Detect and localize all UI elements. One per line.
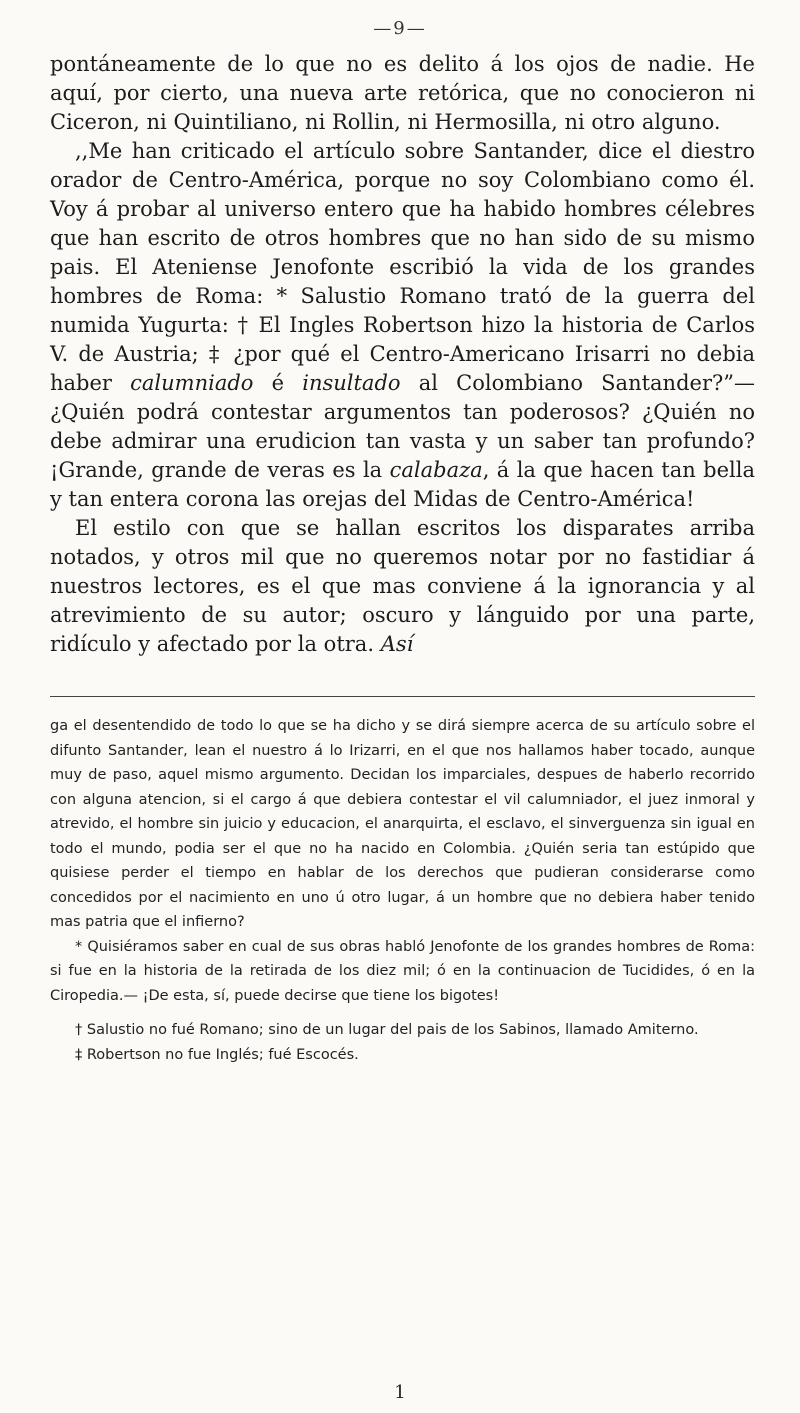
- paragraph-1: pontáneamente de lo que no es delito á los ojos de nadie. He aquí, por cierto, una nueva arte retórica, que no conocieron ni Ciceron, ni Quintiliano, ni Rollin, ni Hermosilla, ni otro alguno.: [50, 52, 755, 134]
- paragraph-3: [50, 514, 755, 659]
- paragraph-3-text: El estilo con que se hallan escritos los disparates arriba notados, y otros mil que no queremos notar por no fastidiar á nuestros lectores, es el que mas conviene á la ignorancia y al atrevimiento de su autor; oscuro y lánguido por una parte, ridículo y afectado por la otra.: [50, 516, 755, 656]
- paragraph-2-part-4: , á la que hacen tan bella y tan entera corona las orejas del Midas de Centro-América!: [50, 458, 755, 511]
- emphasis-insultado: insultado: [302, 371, 401, 395]
- footnote-asterisk: * Quisiéramos saber en cual de sus obras habló Jenofonte de los grandes hombres de Roma: si fue en la historia de la retirada de los diez mil; ó en la continuacion de Tucidides, ó en la Ciropedia.— ¡De esta, sí, puede decirse que tiene los bigotes!: [50, 938, 755, 1004]
- paragraph-2-part-2: é: [253, 371, 303, 395]
- paragraph-2-part-1: ,,Me han criticado el artículo sobre Santander, dice el diestro orador de Centro-América, porque no soy Colombiano como él. Voy á probar al universo entero que ha habido hombres célebres que han escrito de otros hombres que no han sido de su mismo pais. El Ateniense Jenofonte escribió la vida de los grandes hombres de Roma: * Salustio Romano trató de la guerra del numida Yugurta: † El Ingles Robertson hizo la historia de Carlos V. de Austria; ‡ ¿por qué el Centro-Americano Irisarri no debia haber: [50, 139, 755, 395]
- signature-mark: 1: [394, 1382, 406, 1403]
- emphasis-calumniado: calumniado: [130, 371, 254, 395]
- footnote-divider: [50, 696, 755, 697]
- footnote-continuation: ga el desentendido de todo lo que se ha dicho y se dirá siempre acerca de su artículo sobre el difunto Santander, lean el nuestro á lo Irizarri, en el que nos hallamos haber tocado, aunque muy de paso, aquel mismo argumento. Decidan los imparciales, despues de haberlo recorrido con alguna atencion, si el cargo á que debiera contestar el vil calumniador, el juez inmoral y atrevido, el hombre sin juicio y educacion, el anarquirta, el esclavo, el sinverguenza sin igual en todo el mundo, podia ser el que no ha nacido en Colombia. ¿Quién seria tan estúpido que quisiese perder el tiempo en hablar de los derechos que pudieran considerarse como concedidos por el nacimiento en uno ú otro lugar, á un hombre que no debiera haber tenido mas patria que el infierno?: [50, 718, 755, 930]
- footnotes: [50, 714, 755, 1067]
- emphasis-calabaza: calabaza: [389, 458, 483, 482]
- paragraph-2-part-3: al Colombiano Santander?”—¿Quién podrá contestar argumentos tan poderosos? ¿Quién no debe admirar una erudicion tan vasta y un saber tan profundo? ¡Grande, grande de veras es la: [50, 371, 755, 482]
- footnote-double-dagger: ‡ Robertson no fue Inglés; fué Escocés.: [75, 1046, 359, 1063]
- paragraph-2: [50, 137, 755, 514]
- emphasis-asi: Así: [380, 632, 414, 656]
- page-number: —9—: [373, 18, 427, 39]
- main-text: [50, 50, 755, 659]
- footnote-dagger: † Salustio no fué Romano; sino de un lugar del pais de los Sabinos, llamado Amiterno.: [75, 1022, 699, 1038]
